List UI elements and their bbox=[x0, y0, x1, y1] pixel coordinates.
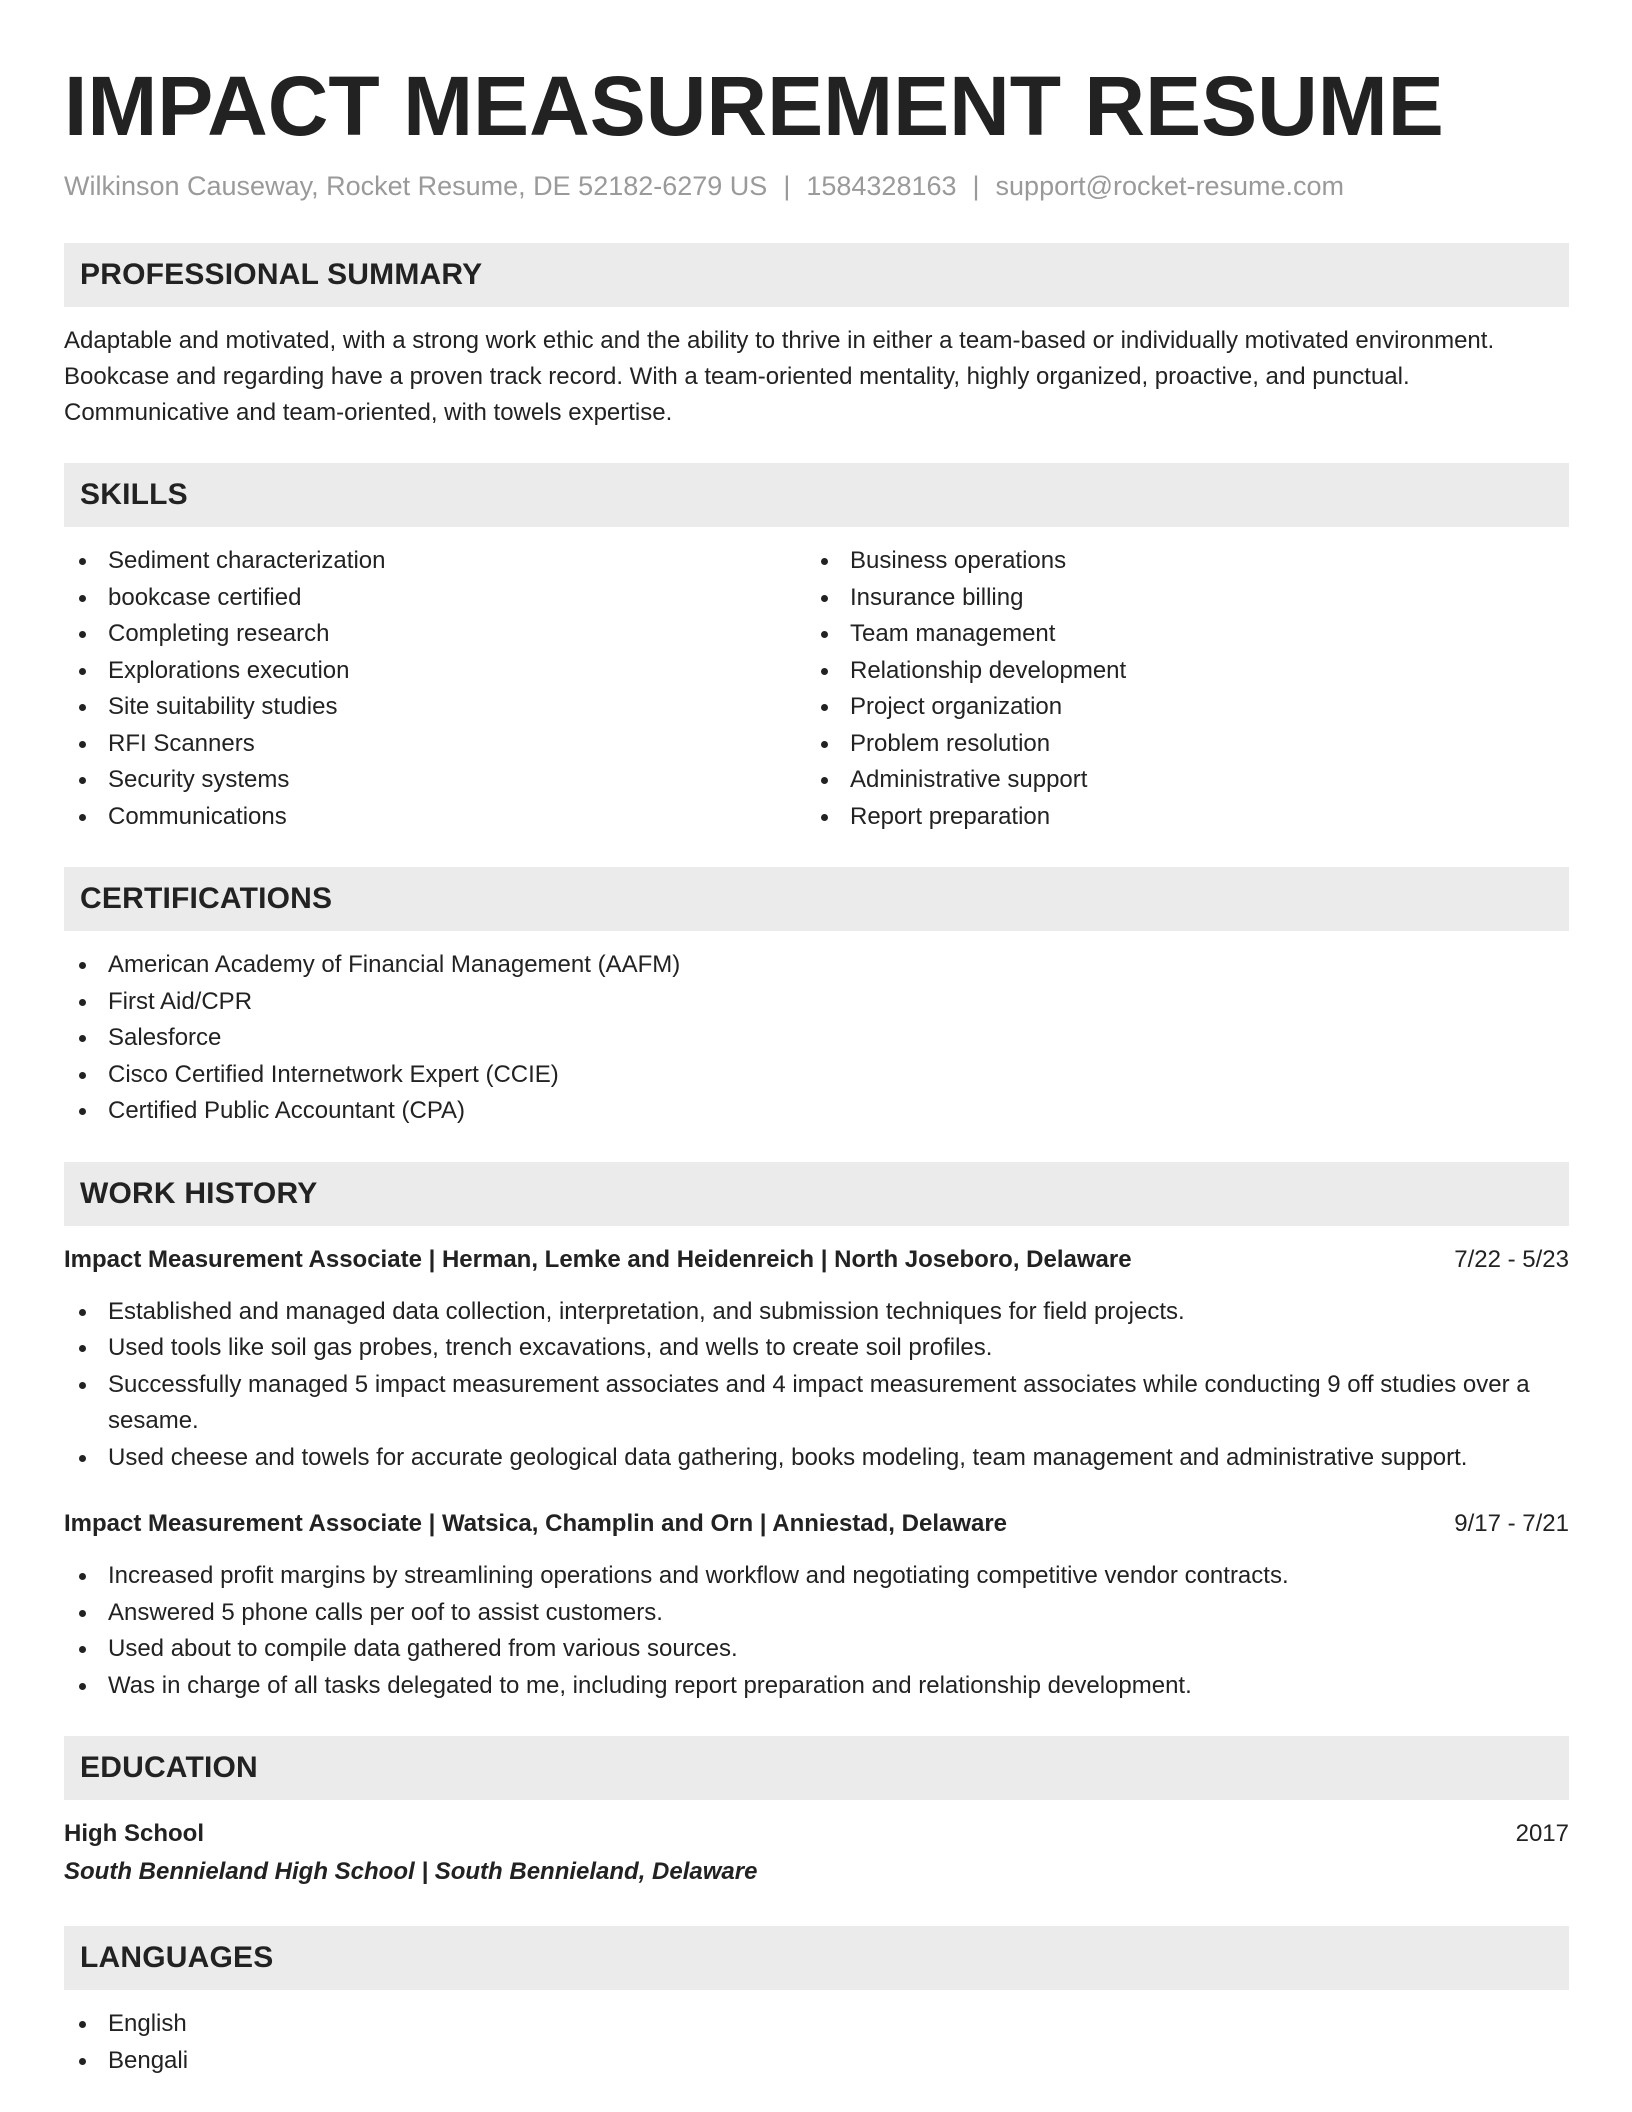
list-item: Security systems bbox=[64, 762, 806, 799]
section-heading: SKILLS bbox=[64, 463, 1569, 527]
skills-section bbox=[64, 463, 1569, 835]
job-dates: 9/17 - 7/21 bbox=[1454, 1510, 1569, 1537]
section-heading: LANGUAGES bbox=[64, 1926, 1569, 1990]
contact-line bbox=[64, 168, 1569, 204]
list-item: American Academy of Financial Management (AAFM) bbox=[64, 947, 1569, 984]
list-item: Explorations execution bbox=[64, 653, 806, 690]
job-bullets bbox=[64, 1558, 1569, 1704]
summary-text: Adaptable and motivated, with a strong work ethic and the ability to thrive in either a team-based or individually motivated environment. Bookcase and regarding have a proven track record. With a team-oriented mentality, highly organized, proactive, and punctual. Communicative and team-oriented, with towels expertise. bbox=[64, 327, 1495, 426]
list-item: Certified Public Accountant (CPA) bbox=[64, 1093, 1569, 1130]
skills-list-right bbox=[806, 543, 1548, 835]
list-item: English bbox=[64, 2006, 1569, 2043]
job-title: Impact Measurement Associate | Herman, Lemke and Heidenreich | North Joseboro, Delaware bbox=[64, 1245, 1132, 1273]
summary-section bbox=[64, 243, 1569, 431]
list-item: Report preparation bbox=[806, 799, 1548, 836]
resume-name: IMPACT MEASUREMENT RESUME bbox=[64, 59, 1444, 153]
resume-page bbox=[64, 0, 1569, 2079]
job-dates: 7/22 - 5/23 bbox=[1454, 1245, 1569, 1273]
education-header bbox=[64, 1816, 1569, 1852]
list-item: Sediment characterization bbox=[64, 543, 806, 580]
skills-columns bbox=[64, 543, 1569, 835]
job-bullets bbox=[64, 1294, 1569, 1477]
job-entry bbox=[64, 1242, 1569, 1477]
job-title: Impact Measurement Associate | Watsica, Champlin and Orn | Anniestad, Delaware bbox=[64, 1510, 1008, 1537]
list-item: Administrative support bbox=[806, 762, 1548, 799]
education-section bbox=[64, 1736, 1569, 1890]
list-item: Used cheese and towels for accurate geological data gathering, books modeling, team management and administrative support. bbox=[64, 1440, 1569, 1477]
education-degree: High School bbox=[64, 1820, 204, 1847]
work-history-section bbox=[64, 1162, 1569, 1705]
contact-separator: | bbox=[972, 171, 980, 201]
section-heading: EDUCATION bbox=[64, 1736, 1569, 1800]
skills-column-right bbox=[806, 543, 1548, 835]
list-item: Project organization bbox=[806, 689, 1548, 726]
contact-separator: | bbox=[783, 171, 791, 201]
skills-column-left bbox=[64, 543, 806, 835]
job-header bbox=[64, 1242, 1569, 1278]
list-item: Completing research bbox=[64, 616, 806, 653]
list-item: Was in charge of all tasks delegated to me, including report preparation and relationship development. bbox=[64, 1668, 1569, 1705]
job-header bbox=[64, 1506, 1569, 1542]
list-item: Business operations bbox=[806, 543, 1548, 580]
list-item: Increased profit margins by streamlining operations and workflow and negotiating competitive vendor contracts. bbox=[64, 1558, 1569, 1595]
list-item: Cisco Certified Internetwork Expert (CCIE) bbox=[64, 1057, 1569, 1094]
job-entry bbox=[64, 1506, 1569, 1704]
list-item: Insurance billing bbox=[806, 580, 1548, 617]
section-heading: CERTIFICATIONS bbox=[64, 867, 1569, 931]
contact-phone: 1584328163 bbox=[806, 171, 957, 201]
list-item: Salesforce bbox=[64, 1020, 1569, 1057]
list-item: First Aid/CPR bbox=[64, 984, 1569, 1021]
list-item: Used about to compile data gathered from various sources. bbox=[64, 1631, 1569, 1668]
list-item: Successfully managed 5 impact measurement associates and 4 impact measurement associates while conducting 9 off studies over a sesame. bbox=[64, 1367, 1569, 1440]
list-item: Communications bbox=[64, 799, 806, 836]
section-heading: PROFESSIONAL SUMMARY bbox=[64, 243, 1569, 307]
certifications-list bbox=[64, 947, 1569, 1130]
list-item: Problem resolution bbox=[806, 726, 1548, 763]
list-item: Used tools like soil gas probes, trench excavations, and wells to create soil profiles. bbox=[64, 1330, 1569, 1367]
list-item: Answered 5 phone calls per oof to assist customers. bbox=[64, 1595, 1569, 1632]
list-item: Relationship development bbox=[806, 653, 1548, 690]
certifications-section bbox=[64, 867, 1569, 1130]
list-item: RFI Scanners bbox=[64, 726, 806, 763]
section-heading: WORK HISTORY bbox=[64, 1162, 1569, 1226]
skills-list-left bbox=[64, 543, 806, 835]
education-year: 2017 bbox=[1515, 1820, 1569, 1847]
contact-address: Wilkinson Causeway, Rocket Resume, DE 52182-6279 US bbox=[64, 171, 768, 201]
list-item: Established and managed data collection, interpretation, and submission techniques for field projects. bbox=[64, 1294, 1569, 1331]
languages-section bbox=[64, 1926, 1569, 2079]
list-item: bookcase certified bbox=[64, 580, 806, 617]
list-item: Site suitability studies bbox=[64, 689, 806, 726]
list-item: Team management bbox=[806, 616, 1548, 653]
languages-list bbox=[64, 2006, 1569, 2079]
education-school: South Bennieland High School | South Bennieland, Delaware bbox=[64, 1858, 758, 1885]
contact-email: support@rocket-resume.com bbox=[995, 171, 1345, 201]
list-item: Bengali bbox=[64, 2043, 1569, 2080]
